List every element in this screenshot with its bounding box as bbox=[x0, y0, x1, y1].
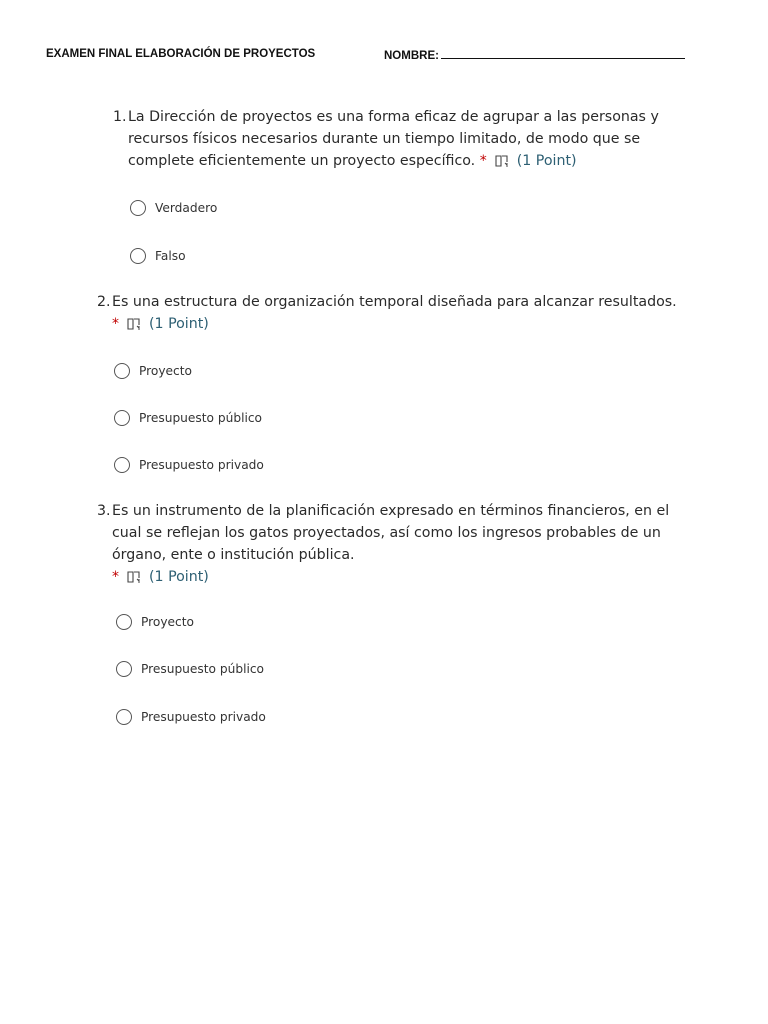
option-proyecto[interactable] bbox=[114, 363, 192, 379]
option-verdadero[interactable] bbox=[130, 200, 217, 216]
immersive-reader-icon[interactable] bbox=[495, 155, 509, 168]
question-text-line: Es una estructura de organización temporal diseñada para alcanzar resultados. bbox=[112, 294, 677, 310]
question-1 bbox=[113, 106, 673, 172]
question-text-line-end: complete eficientemente un proyecto específico. bbox=[128, 153, 476, 169]
radio-button[interactable] bbox=[114, 457, 130, 473]
option-label: Falso bbox=[155, 249, 186, 263]
exam-title: EXAMEN FINAL ELABORACIÓN DE PROYECTOS bbox=[46, 48, 316, 60]
question-text-line bbox=[112, 313, 697, 335]
name-field bbox=[384, 48, 685, 62]
option-presupuesto-publico[interactable] bbox=[116, 661, 264, 677]
option-label: Presupuesto privado bbox=[141, 710, 266, 724]
question-3 bbox=[97, 500, 697, 588]
question-text-line: cual se reflejan los gatos proyectados, así como los ingresos probables de un bbox=[112, 525, 661, 541]
option-falso[interactable] bbox=[130, 248, 186, 264]
question-text-line bbox=[112, 566, 697, 588]
radio-button[interactable] bbox=[116, 661, 132, 677]
question-points: (1 Point) bbox=[149, 316, 209, 332]
question-points: (1 Point) bbox=[516, 153, 577, 169]
radio-button[interactable] bbox=[114, 363, 130, 379]
name-blank-line bbox=[441, 48, 685, 59]
radio-button[interactable] bbox=[116, 614, 132, 630]
question-points: (1 Point) bbox=[149, 569, 209, 585]
option-label: Proyecto bbox=[139, 364, 192, 378]
option-label: Verdadero bbox=[155, 201, 218, 215]
question-2 bbox=[97, 291, 697, 335]
question-number: 2. bbox=[97, 294, 111, 310]
radio-button[interactable] bbox=[114, 410, 130, 426]
question-number: 3. bbox=[97, 503, 111, 519]
option-label: Proyecto bbox=[141, 615, 194, 629]
question-number: 1. bbox=[113, 109, 127, 125]
option-presupuesto-publico[interactable] bbox=[114, 410, 262, 426]
required-marker: * bbox=[112, 316, 119, 332]
question-text-line: La Dirección de proyectos es una forma eficaz de agrupar a las personas y bbox=[128, 109, 659, 125]
required-marker: * bbox=[112, 569, 119, 585]
radio-button[interactable] bbox=[130, 248, 146, 264]
question-text-line: órgano, ente o institución pública. bbox=[112, 547, 355, 563]
question-text-line: Es un instrumento de la planificación expresado en términos financieros, en el bbox=[112, 503, 670, 519]
required-marker: * bbox=[479, 153, 487, 169]
option-label: Presupuesto público bbox=[141, 662, 264, 676]
option-proyecto[interactable] bbox=[116, 614, 194, 630]
option-label: Presupuesto público bbox=[139, 411, 262, 425]
option-presupuesto-privado[interactable] bbox=[116, 709, 266, 725]
radio-button[interactable] bbox=[130, 200, 146, 216]
question-text-line bbox=[128, 150, 673, 172]
question-meta bbox=[480, 150, 577, 172]
question-text-line: recursos físicos necesarios durante un tiempo limitado, de modo que se bbox=[128, 131, 641, 147]
question-meta bbox=[112, 566, 209, 588]
radio-button[interactable] bbox=[116, 709, 132, 725]
immersive-reader-icon[interactable] bbox=[127, 571, 141, 584]
immersive-reader-icon[interactable] bbox=[127, 318, 141, 331]
option-presupuesto-privado[interactable] bbox=[114, 457, 264, 473]
question-meta bbox=[112, 313, 209, 335]
name-label: NOMBRE: bbox=[384, 50, 439, 62]
option-label: Presupuesto privado bbox=[139, 458, 264, 472]
